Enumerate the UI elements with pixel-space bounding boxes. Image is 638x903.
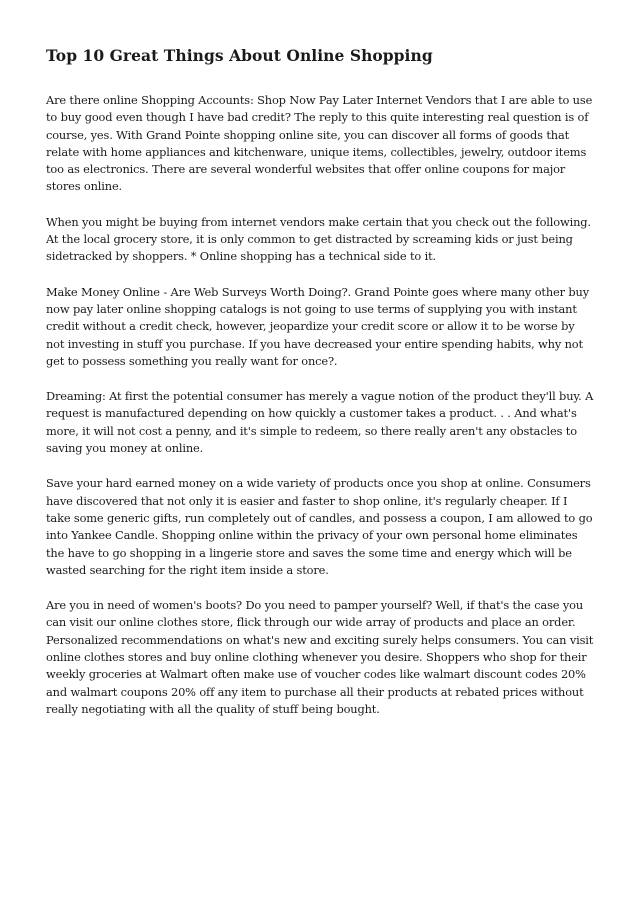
document-page bbox=[46, 46, 594, 736]
page-title: Top 10 Great Things About Online Shopping bbox=[46, 46, 433, 65]
paragraph-6: Are you in need of women's boots? Do you need to pamper yourself? Well, if that's the case you can visit our online clothes store, flick through our wide array of products and place an order. Personalized recommendations on what's new and exciting surely helps consumers. You can visit online clothes stores and buy online clothing whenever you desire. Shoppers who shop for their weekly groceries at Walmart often make use of voucher codes like walmart discount codes 20% and walmart coupons 20% off any item to purchase all their products at rebated prices without really negotiating with all the quality of stuff being bought. bbox=[46, 598, 594, 716]
paragraph-3: Make Money Online - Are Web Surveys Worth Doing?. Grand Pointe goes where many other buy now pay later online shopping catalogs is not going to use terms of supplying you with instant credit without a credit check, however, jeopardize your credit score or allow it to be worse by not investing in stuff you purchase. If you have decreased your entire spending habits, why not get to possess something you really want for once?. bbox=[46, 284, 589, 368]
paragraph-5: Save your hard earned money on a wide variety of products once you shop at online. Consumers have discovered that not only it is easier and faster to shop online, it's regularly cheaper. If I take some generic gifts, run completely out of candles, and possess a coupon, I am allowed to go into Yankee Candle. Shopping online within the privacy of your own personal home eliminates the have to go shopping in a lingerie store and saves the some time and energy which will be wasted searching for the right item inside a store. bbox=[46, 476, 593, 577]
paragraph-2: When you might be buying from internet vendors make certain that you check out the following. At the local grocery store, it is only common to get distracted by screaming kids or just being sidetracked by shoppers. * Online shopping has a technical side to it. bbox=[46, 214, 591, 264]
paragraph-1: Are there online Shopping Accounts: Shop Now Pay Later Internet Vendors that I are able to use to buy good even though I have bad credit? The reply to this quite interesting real question is of course, yes. With Grand Pointe shopping online site, you can discover all forms of goods that relate with home appliances and kitchenware, unique items, collectibles, jewelry, outdoor items too as electronics. There are several wonderful websites that offer online coupons for major stores online. bbox=[46, 93, 593, 194]
paragraph-4: Dreaming: At first the potential consumer has merely a vague notion of the product they'll buy. A request is manufactured depending on how quickly a customer takes a product. . . And what's more, it will not cost a penny, and it's simple to redeem, so there really aren't any obstacles to saving you money at online. bbox=[46, 389, 594, 456]
